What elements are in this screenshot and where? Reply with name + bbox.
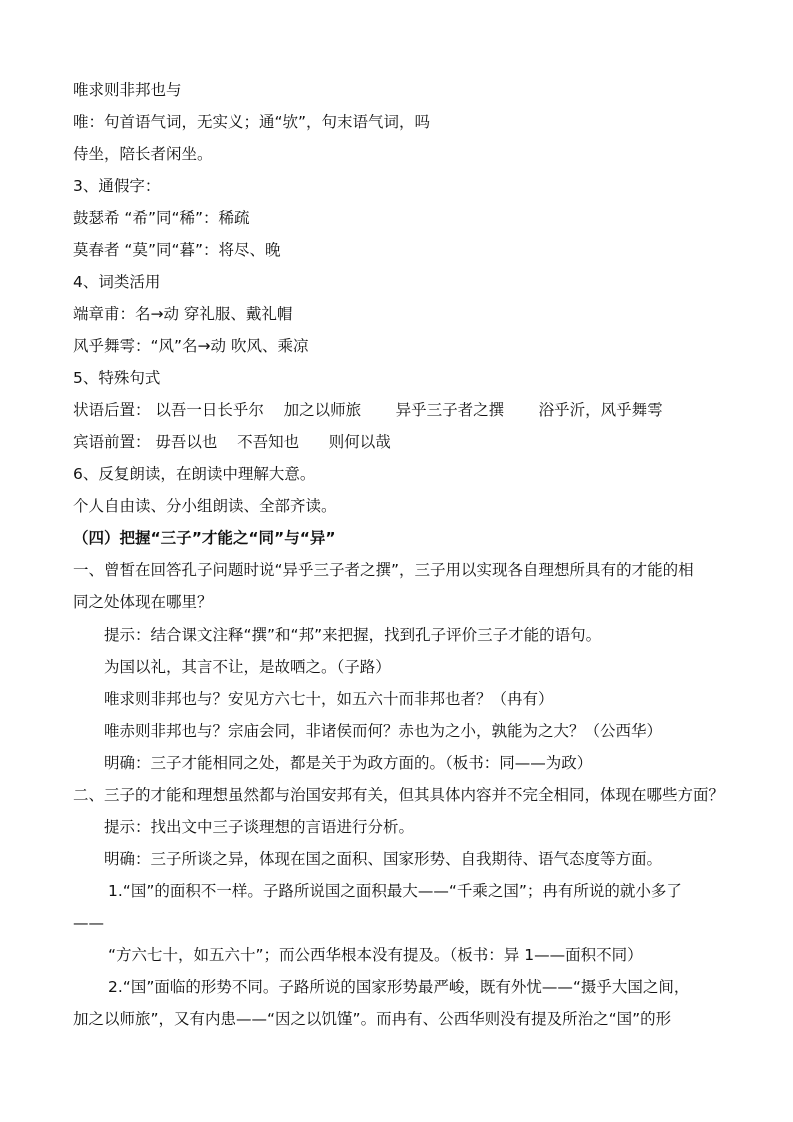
question-line: 二、三子的才能和理想虽然都与治国安邦有关，但其具体内容并不完全相同，体现在哪些方面？ (73, 786, 725, 804)
quote-line: 唯求则非邦也与？安见方六七十，如五六十而非邦也者？（冉有） (104, 690, 554, 708)
text-line: 唯求则非邦也与 (73, 81, 182, 99)
quote-line: 唯赤则非邦也与？宗庙会同，非诸侯而何？赤也为之小，孰能为之大？（公西华） (104, 722, 663, 740)
answer-line: 明确：三子才能相同之处，都是关于为政方面的。（板书：同——为政） (104, 754, 593, 772)
question-line: 同之处体现在哪里？ (73, 593, 213, 611)
section-heading: 5、特殊句式 (73, 369, 161, 387)
text-line: 个人自由读、分小组朗读、全部齐读。 (73, 497, 337, 515)
text-line: 风乎舞雩：“风”名→动 吹风、乘凉 (73, 337, 309, 355)
text-line: 1.“国”的面积不一样。子路所说国之面积最大——“千乘之国”；冉有所说的就小多了 (108, 882, 682, 900)
text-line: —— (73, 914, 104, 932)
text-line: 状语后置： 以吾一日长乎尔 加之以师旅 异乎三子者之撰 浴乎沂，风乎舞雩 (73, 401, 663, 419)
quote-line: 为国以礼，其言不让，是故哂之。（子路） (104, 658, 391, 676)
text-line: 鼓瑟希 “希”同“稀”：稀疏 (73, 209, 250, 227)
answer-line: 明确：三子所谈之异，体现在国之面积、国家形势、自我期待、语气态度等方面。 (104, 850, 663, 868)
section-heading: 4、词类活用 (73, 273, 161, 291)
bold-heading: （四）把握“三子”才能之“同”与“异” (73, 529, 336, 547)
text-line: 2.“国”面临的形势不同。子路所说的国家形势最严峻，既有外忧——“摄乎大国之间， (108, 978, 690, 996)
text-line: 侍坐，陪长者闲坐。 (73, 145, 213, 163)
hint-line: 提示：找出文中三子谈理想的言语进行分析。 (104, 818, 415, 836)
section-heading: 3、通假字： (73, 177, 161, 195)
text-line: 莫春者 “莫”同“暮”：将尽、晚 (73, 241, 281, 259)
hint-line: 提示：结合课文注释“撰”和“邦”来把握，找到孔子评价三子才能的语句。 (104, 626, 602, 644)
text-line: 唯：句首语气词，无实义；通“欤”，句末语气词，吗 (73, 113, 431, 131)
section-heading: 6、反复朗读，在朗读中理解大意。 (73, 465, 316, 483)
text-line: 加之以师旅”，又有内患——“因之以饥馑”。而冉有、公西华则没有提及所治之“国”的形 (73, 1010, 672, 1028)
text-line: 端章甫：名→动 穿礼服、戴礼帽 (73, 305, 293, 323)
question-line: 一、曾皙在回答孔子问题时说“异乎三子者之撰”，三子用以实现各自理想所具有的才能的相 (73, 561, 694, 579)
text-line: 宾语前置： 毋吾以也 不吾知也 则何以哉 (73, 433, 391, 451)
text-line: “方六七十，如五六十”；而公西华根本没有提及。（板书：异 1——面积不同） (108, 946, 643, 964)
